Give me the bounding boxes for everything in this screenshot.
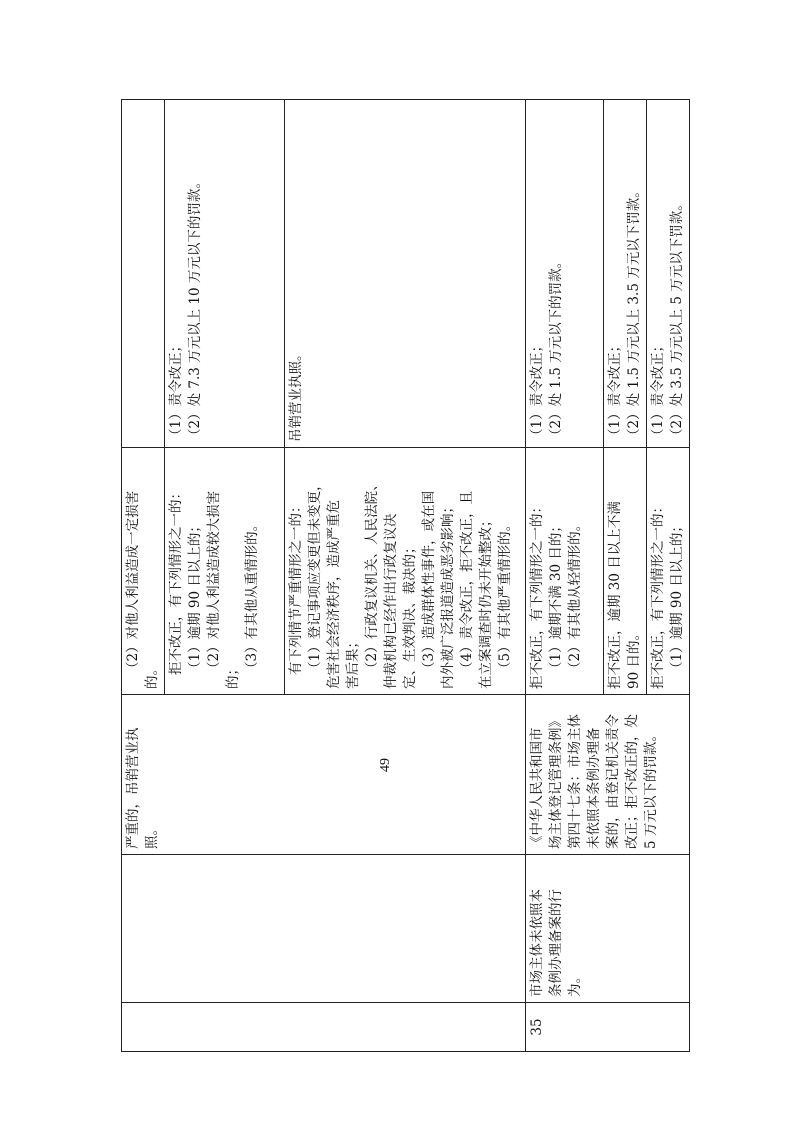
legal-basis-line: 场主体登记管理条例》 xyxy=(548,714,564,849)
page-number: 49 xyxy=(378,758,393,772)
circumstance-line: （2）有其他从轻情形的。 xyxy=(567,517,583,675)
circumstance-line: 的。 xyxy=(144,662,160,689)
legal-basis-line: 改正；拒不改正的，处 xyxy=(624,714,640,849)
circumstance-line: 拒不改正，逾期 30 日以上不满 xyxy=(607,501,623,689)
circumstance-line: （2）对他人利益造成较大损害 xyxy=(206,490,222,675)
rotated-table-container xyxy=(121,100,685,1052)
legal-basis-line: 5 万元以下的罚款。 xyxy=(643,728,659,849)
legal-basis-cell xyxy=(122,695,526,855)
circumstance-cell xyxy=(165,448,285,695)
punishment-line: （2）处 1.5 万元以上 3.5 万元以下罚款。 xyxy=(626,184,642,442)
punishment-cell xyxy=(647,100,690,448)
legal-basis-line: 严重的，吊销营业执 xyxy=(125,727,141,849)
circumstance-line: （1）登记事项应变更但未变更， xyxy=(307,477,323,675)
circumstance-line: （5）有其他严重情形的。 xyxy=(497,517,513,675)
legal-basis-line: 《中华人民共和国市 xyxy=(529,727,545,849)
item-number-cell: 35 xyxy=(526,1003,690,1052)
circumstance-line: （3）造成群体性事件，或在国 xyxy=(421,490,437,675)
punishment-cell xyxy=(526,100,604,448)
circumstance-cell xyxy=(526,448,604,695)
punishment-line: （2）处 3.5 万元以上 5 万元以下罚款。 xyxy=(669,197,685,442)
violation-behavior-line: 条例办理备案的行 xyxy=(548,889,564,997)
punishment-cell xyxy=(604,100,647,448)
violation-behavior-cell-empty xyxy=(122,855,526,1003)
circumstance-line: （1）逾期 90 日以上的； xyxy=(187,519,203,675)
punishment-line: （2）处 7.3 万元以上 10 万元以下的罚款。 xyxy=(187,175,203,442)
circumstance-line: （1）逾期 90 日以上的； xyxy=(669,519,685,675)
punishment-cell xyxy=(165,100,285,448)
circumstance-line: （2）行政复议机关、人民法院、 xyxy=(364,477,380,675)
circumstance-line: （1）逾期不满 30 日的； xyxy=(548,519,564,675)
circumstance-line: （2）对他人利益造成一定损害 xyxy=(125,490,141,675)
violation-behavior-cell xyxy=(526,855,690,1003)
punishment-line: （2）处 1.5 万元以下的罚款。 xyxy=(548,254,564,442)
circumstance-line: 危害社会经济秩序，造成严重危 xyxy=(326,500,342,689)
circumstance-line: 有下列情节严重情形之一的： xyxy=(288,499,304,675)
violation-behavior-line: 为。 xyxy=(567,970,583,997)
circumstance-cell xyxy=(122,448,165,695)
circumstance-cell xyxy=(285,448,526,695)
circumstance-cell xyxy=(604,448,647,695)
item-number-cell-empty xyxy=(122,1003,526,1052)
circumstance-line: 仲裁机构已经作出行政复议决 xyxy=(383,513,399,689)
circumstance-line: 拒不改正，有下列情形之一的： xyxy=(529,500,545,689)
circumstance-line: 90 日的。 xyxy=(626,627,642,689)
penalty-standard-table xyxy=(121,99,690,1052)
legal-basis-line: 照。 xyxy=(144,822,160,849)
circumstance-line: 拒不改正，有下列情形之一的： xyxy=(168,486,184,675)
circumstance-line: 内外被广泛报道造成恶劣影响； xyxy=(440,500,456,689)
circumstance-line: 定、生效判决、裁决的； xyxy=(402,540,418,689)
circumstance-cell xyxy=(647,448,690,695)
circumstance-line: （3）有其他从重情形的。 xyxy=(244,517,260,675)
punishment-line: （1）责令改正； xyxy=(607,338,623,442)
circumstance-line: 拒不改正，有下列情形之一的： xyxy=(650,500,666,689)
punishment-line: （1）责令改正； xyxy=(650,338,666,442)
punishment-line: 吊销营业执照。 xyxy=(288,347,304,442)
legal-basis-line: 案的，由登记机关责令 xyxy=(605,714,621,849)
punishment-line: （1）责令改正； xyxy=(168,338,184,442)
circumstance-line: （4）责令改正，拒不改正，且 xyxy=(459,490,475,675)
circumstance-line: 在立案调查时仍未开始整改； xyxy=(478,513,494,689)
circumstance-line: 害后果； xyxy=(345,635,361,689)
legal-basis-cell xyxy=(526,695,690,855)
violation-behavior-line: 市场主体未依照本 xyxy=(529,889,545,997)
punishment-cell xyxy=(285,100,526,448)
punishment-line: （1）责令改正； xyxy=(529,338,545,442)
punishment-cell-empty xyxy=(122,100,165,448)
circumstance-line: 的； xyxy=(225,662,241,689)
legal-basis-line: 未依照本条例办理备 xyxy=(586,727,602,849)
legal-basis-line: 第四十七条：市场主体 xyxy=(567,714,583,849)
